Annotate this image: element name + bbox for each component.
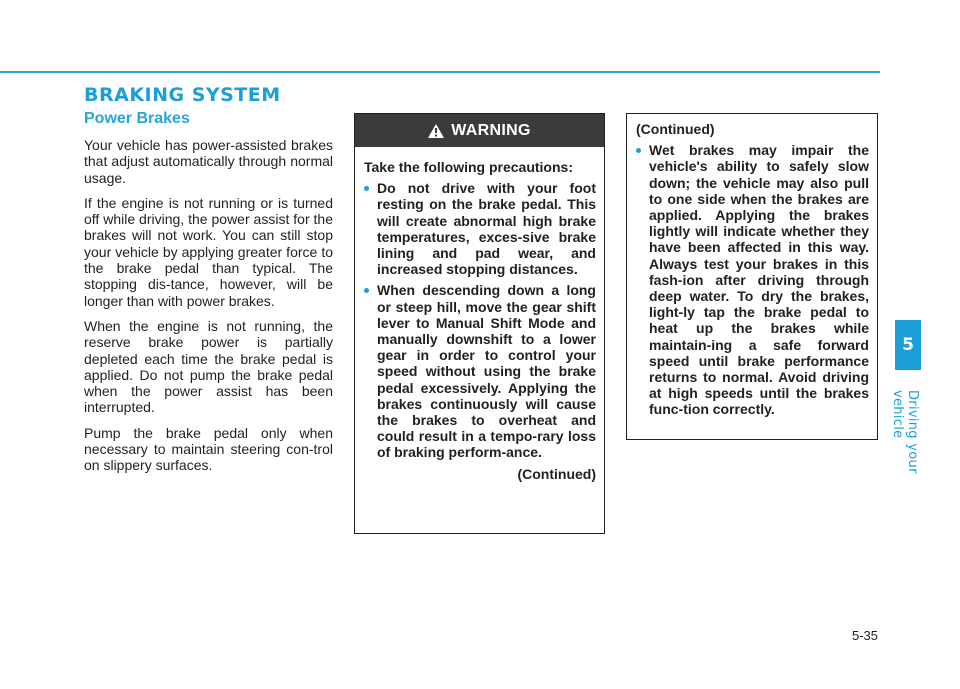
- subsection-heading: Power Brakes: [84, 110, 190, 127]
- chapter-tab: 5: [895, 320, 921, 370]
- continued-footer: (Continued): [517, 465, 596, 482]
- body-paragraph: If the engine is not running or is turned off while driving, the power assist for the brakes will not work. You can still stop your vehicle by applying greater force to the brake pedal than typical. The stopping dis-tance, however, will be longer than with power brakes.: [84, 194, 333, 309]
- body-paragraph: Your vehicle has power-assisted brakes that adjust automatically through normal usage.: [84, 137, 333, 186]
- page-number: 5-35: [851, 628, 878, 643]
- warning-item: [364, 282, 596, 460]
- power-brakes-section: [84, 110, 333, 483]
- bullet-dot: [364, 186, 369, 191]
- warning-item-text: Do not drive with your foot resting on the brake pedal. This will create abnormal high brake temperatures, exces-sive brake lining and pad wear, and increased stopping distances.: [377, 180, 596, 278]
- body-paragraph: Pump the brake pedal only when necessary to maintain steering con-trol on slippery surfaces.: [84, 424, 333, 474]
- warning-box: [354, 113, 605, 534]
- warning-list: [364, 180, 596, 460]
- continued-item-text: Wet brakes may impair the vehicle's ability to safely slow down; the vehicle may also pull to one side when the brakes are applied. Applying the brakes lightly will indicate whether they have been affected in this way. Always test your brakes in this fash-ion after driving through deep water. To dry the brakes, light-ly tap the brake pedal to heat up the brakes while maintain-ing a safe forward speed until brake performance returns to normal. Avoid driving at high speeds until the brakes func-tion correctly.: [649, 142, 869, 418]
- continued-list: [636, 142, 869, 417]
- chapter-label: Driving your vehicle: [890, 390, 920, 474]
- section-title: BRAKING SYSTEM: [84, 84, 281, 106]
- warning-item-text: When descending down a long or steep hill, move the gear shift lever to Manual Shift Mode and manually downshift to a lower gear in order to control your speed without using the brake pedal excessively. Applying the brakes continuously will cause the brakes to overheat and could result in a tempo-rary loss of braking perform-ance.: [377, 282, 596, 461]
- continued-item: [636, 142, 869, 417]
- warning-item: [364, 180, 596, 277]
- warning-label: WARNING: [451, 121, 531, 139]
- body-paragraph: When the engine is not running, the reserve brake power is partially depleted each time the brake pedal is applied. Do not pump the brake pedal when the power assist has been interrupted.: [84, 317, 333, 416]
- continued-header: (Continued): [636, 121, 715, 137]
- warning-body: [355, 147, 604, 482]
- bullet-dot: [636, 148, 641, 153]
- warning-intro: Take the following precautions:: [364, 159, 573, 175]
- continued-warning-box: [626, 113, 878, 440]
- bullet-dot: [364, 288, 369, 293]
- warning-triangle-icon: [428, 124, 444, 138]
- warning-header: [355, 114, 604, 147]
- header-rule: [0, 71, 880, 73]
- continued-body: [627, 114, 877, 418]
